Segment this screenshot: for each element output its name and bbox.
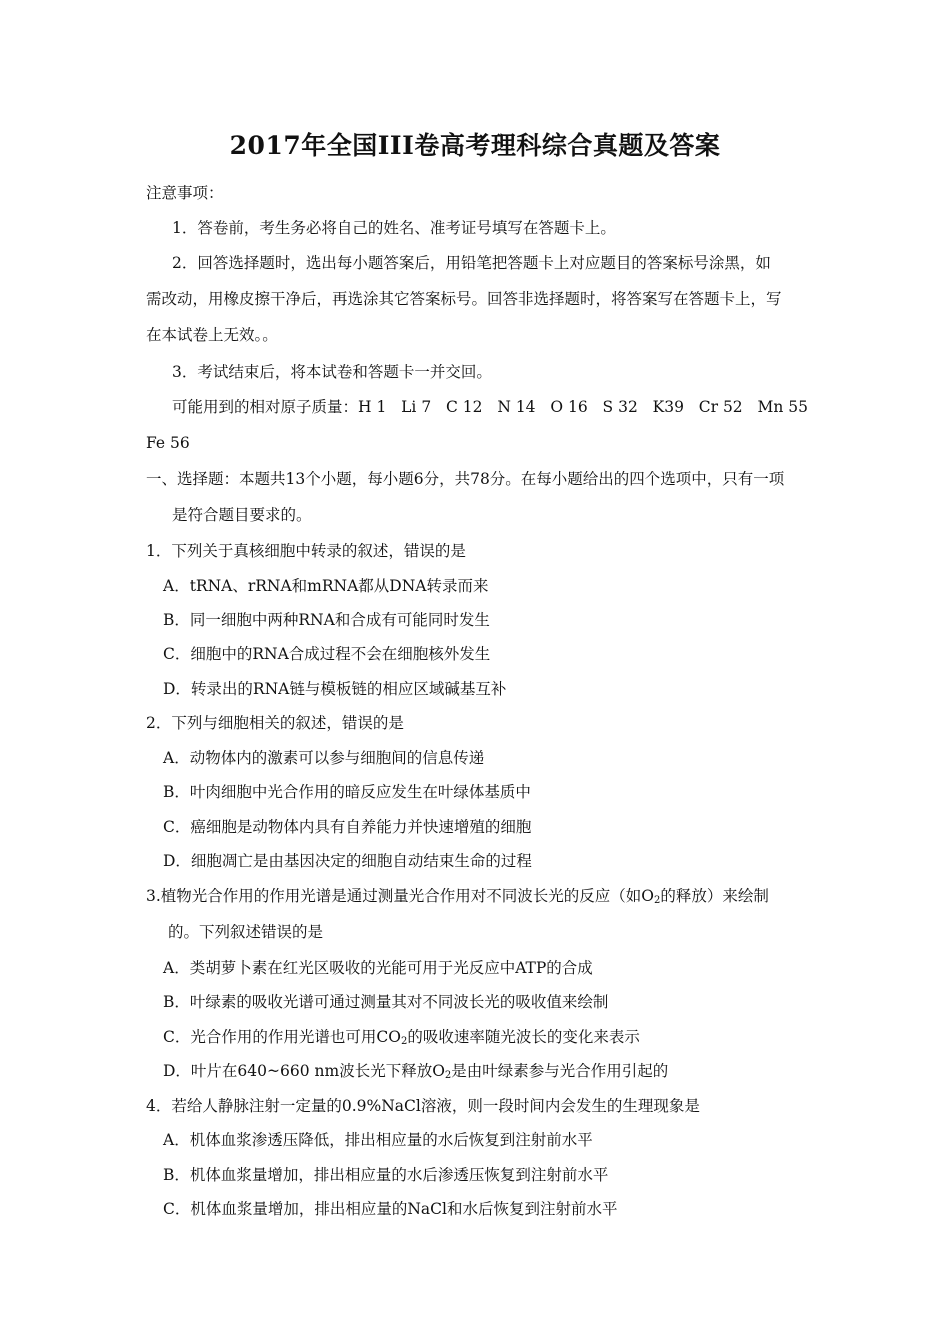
atomic-mass: O 16: [550, 398, 588, 416]
notes-item-2-line-3: 在本试卷上无效。。: [146, 326, 278, 344]
atomic-mass: S 32: [602, 398, 638, 416]
page-title: 2017年全国III卷高考理科综合真题及答案: [229, 131, 721, 160]
notes-item-1: 1．答卷前，考生务必将自己的姓名、准考证号填写在答题卡上。: [172, 219, 616, 237]
question-2-option-d: D．细胞凋亡是由基因决定的细胞自动结束生命的过程: [163, 852, 532, 870]
question-2-option-a: A．动物体内的激素可以参与细胞间的信息传递: [163, 749, 485, 767]
atomic-mass: Li 7: [401, 398, 432, 416]
atomic-mass: K39: [652, 398, 684, 416]
question-3-option-a: A．类胡萝卜素在红光区吸收的光能可用于光反应中ATP的合成: [163, 959, 593, 977]
question-2-stem: 2．下列与细胞相关的叙述，错误的是: [146, 714, 404, 732]
atomic-mass: C 12: [446, 398, 483, 416]
question-1-option-c: C．细胞中的RNA合成过程不会在细胞核外发生: [163, 645, 491, 663]
notes-heading: 注意事项：: [146, 184, 224, 202]
section-header-line-2: 是符合题目要求的。: [172, 506, 312, 524]
question-2-option-b: B．叶肉细胞中光合作用的暗反应发生在叶绿体基质中: [163, 783, 531, 801]
atomic-masses-line: [172, 397, 808, 417]
question-3-stem-line-2: 的。下列叙述错误的是: [168, 923, 324, 941]
atomic-mass: N 14: [497, 398, 536, 416]
question-3-option-c: C．光合作用的作用光谱也可用$CO_2$的吸收速率随光波长的变化来表示: [163, 1028, 640, 1047]
atomic-masses-label: 可能用到的相对原子质量：H 1: [172, 398, 387, 416]
question-1-option-d: D．转录出的RNA链与模板链的相应区域碱基互补: [163, 680, 507, 698]
question-2-option-c: C．癌细胞是动物体内具有自养能力并快速增殖的细胞: [163, 818, 532, 836]
question-4-stem: 4．若给人静脉注射一定量的0.9%NaCl溶液，则一段时间内会发生的生理现象是: [146, 1097, 700, 1115]
notes-item-2-line-2: 需改动，用橡皮擦干净后，再选涂其它答案标号。回答非选择题时，将答案写在答题卡上，写: [146, 290, 782, 308]
atomic-mass: Cr 52: [698, 398, 743, 416]
question-4-option-b: B．机体血浆量增加，排出相应量的水后渗透压恢复到注射前水平: [163, 1166, 609, 1184]
notes-item-2-line-1: 2．回答选择题时，选出每小题答案后，用铅笔把答题卡上对应题目的答案标号涂黑，如: [172, 254, 771, 272]
question-1-option-a: A．tRNA、rRNA和mRNA都从DNA转录而来: [163, 577, 489, 595]
question-3-option-d: D．叶片在640~660 nm波长光下释放$O_2$是由叶绿素参与光合作用引起的: [163, 1062, 669, 1081]
question-3-stem-line-1: 3.植物光合作用的作用光谱是通过测量光合作用对不同波长光的反应（如$O_2$的释放）来绘制: [146, 887, 769, 906]
question-1-option-b: B．同一细胞中两种RNA和合成有可能同时发生: [163, 611, 490, 629]
notes-item-3: 3．考试结束后，将本试卷和答题卡一并交回。: [172, 363, 492, 381]
section-header-line-1: 一、选择题：本题共13个小题，每小题6分，共78分。在每小题给出的四个选项中，只有一项: [146, 470, 785, 488]
question-4-option-c: C．机体血浆量增加，排出相应量的NaCl和水后恢复到注射前水平: [163, 1200, 618, 1218]
question-3-option-b: B．叶绿素的吸收光谱可通过测量其对不同波长光的吸收值来绘制: [163, 993, 609, 1011]
atomic-mass: Mn 55: [757, 398, 808, 416]
question-1-stem: 1．下列关于真核细胞中转录的叙述，错误的是: [146, 542, 466, 560]
question-4-option-a: A．机体血浆渗透压降低，排出相应量的水后恢复到注射前水平: [163, 1131, 593, 1149]
atomic-mass-last: Fe 56: [146, 434, 190, 452]
